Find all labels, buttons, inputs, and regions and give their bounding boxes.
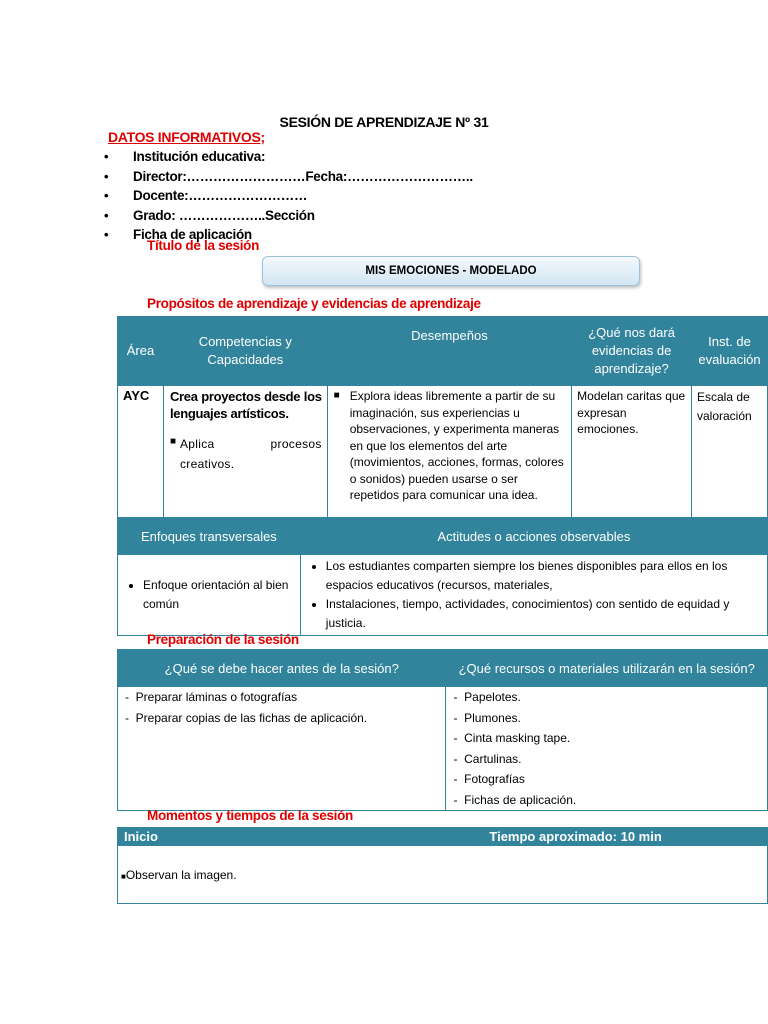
before-item: - Preparar copias de las fichas de aplicación. xyxy=(125,708,440,729)
session-title-label: Título de la sesión xyxy=(147,238,260,253)
page-title: SESIÓN DE APRENDIZAJE Nº 31 xyxy=(279,114,489,130)
moments-row xyxy=(118,846,768,904)
square-bullet-icon: ■ xyxy=(169,436,176,447)
preparation-table xyxy=(117,649,768,811)
enfoque-text: • Enfoque orientación al bien común xyxy=(143,576,295,614)
moments-header-row xyxy=(118,828,768,846)
preparation-heading: Preparación de la sesión xyxy=(147,632,299,647)
purposes-header-row xyxy=(118,317,768,386)
material-item: - Fotografías xyxy=(453,769,762,790)
cell-desempenos xyxy=(327,386,572,526)
header-area: Área xyxy=(118,317,164,386)
preparation-row xyxy=(118,687,768,811)
purposes-table xyxy=(117,316,768,526)
square-bullet-icon: ■ xyxy=(333,390,340,401)
instrumento-text: Escala de valoración xyxy=(697,390,752,423)
moments-text: Observan la imagen. xyxy=(125,867,237,882)
cell-evidencias xyxy=(572,386,692,526)
session-title-box: MIS EMOCIONES - MODELADO xyxy=(262,256,640,286)
cell-area xyxy=(118,386,164,526)
cell-materials xyxy=(446,687,768,811)
inicio-label: Inicio xyxy=(118,828,483,846)
cell-before xyxy=(118,687,446,811)
header-enfoques: Enfoques transversales xyxy=(118,518,301,555)
area-value: AYC xyxy=(123,388,150,403)
cell-instrumento xyxy=(692,386,768,526)
preparation-header-row xyxy=(118,650,768,687)
material-item: - Papelotes. xyxy=(453,687,762,708)
info-list xyxy=(104,147,473,245)
moments-table xyxy=(117,827,768,904)
cell-competencias xyxy=(163,386,327,526)
material-item: - Cinta masking tape. xyxy=(453,728,762,749)
datos-informativos-heading: DATOS INFORMATIVOS; xyxy=(108,129,265,145)
material-item: - Cartulinas. xyxy=(453,749,762,770)
purposes-row xyxy=(118,386,768,526)
capacidad-text: Aplica procesos creativos. xyxy=(180,437,322,471)
header-competencias: Competencias y Capacidades xyxy=(163,317,327,386)
cell-actitudes xyxy=(300,555,767,636)
purposes-heading: Propósitos de aprendizaje y evidencias de aprendizaje xyxy=(147,296,481,311)
info-item-grado: • Grado: ………………..Sección xyxy=(104,206,473,226)
header-actitudes: Actitudes o acciones observables xyxy=(300,518,767,555)
enfoques-row xyxy=(118,555,768,636)
actitud-item: • Los estudiantes comparten siempre los bienes disponibles para ellos en los espacios educativos (recursos, materiales, xyxy=(326,557,762,595)
competencia-text: Crea proyectos desde los lenguajes artísticos. xyxy=(169,389,322,421)
moments-heading: Momentos y tiempos de la sesión xyxy=(147,808,354,823)
material-item: - Plumones. xyxy=(453,708,762,729)
evidencia-text: Modelan caritas que expresan emociones. xyxy=(577,389,686,436)
header-before: ¿Qué se debe hacer antes de la sesión? xyxy=(118,650,446,687)
info-item-institucion: • Institución educativa: xyxy=(104,147,473,167)
enfoques-table xyxy=(117,517,768,636)
square-bullet-icon: ■ xyxy=(121,871,126,881)
before-item: - Preparar láminas o fotografías xyxy=(125,687,440,708)
cell-moments xyxy=(118,846,768,904)
info-item-director: • Director:………………………Fecha:……………………….. xyxy=(104,167,473,187)
header-instrumento: Inst. de evaluación xyxy=(692,317,768,386)
desempeno-text: Explora ideas libremente a partir de su imaginación, sus experiencias u observaciones, y experimenta maneras en que los elementos del arte (movimientos, acciones, formas, colores o sonidos) pueden usarse o ser repetidos para comunicar una idea. xyxy=(349,389,564,502)
cell-enfoque xyxy=(118,555,301,636)
header-evidencias: ¿Qué nos dará evidencias de aprendizaje? xyxy=(572,317,692,386)
info-item-docente: • Docente:……………………… xyxy=(104,186,473,206)
capacidad-item xyxy=(170,434,322,474)
tiempo-label: Tiempo aproximado: 10 min xyxy=(483,828,768,846)
header-desempenos: Desempeños xyxy=(327,317,572,386)
actitud-item: • Instalaciones, tiempo, actividades, conocimientos) con sentido de equidad y justicia. xyxy=(326,595,762,633)
info-item-ficha: • Ficha de aplicación xyxy=(104,225,473,245)
header-materials: ¿Qué recursos o materiales utilizarán en la sesión? xyxy=(446,650,768,687)
enfoques-header-row xyxy=(118,518,768,555)
material-item: - Fichas de aplicación. xyxy=(453,790,762,811)
